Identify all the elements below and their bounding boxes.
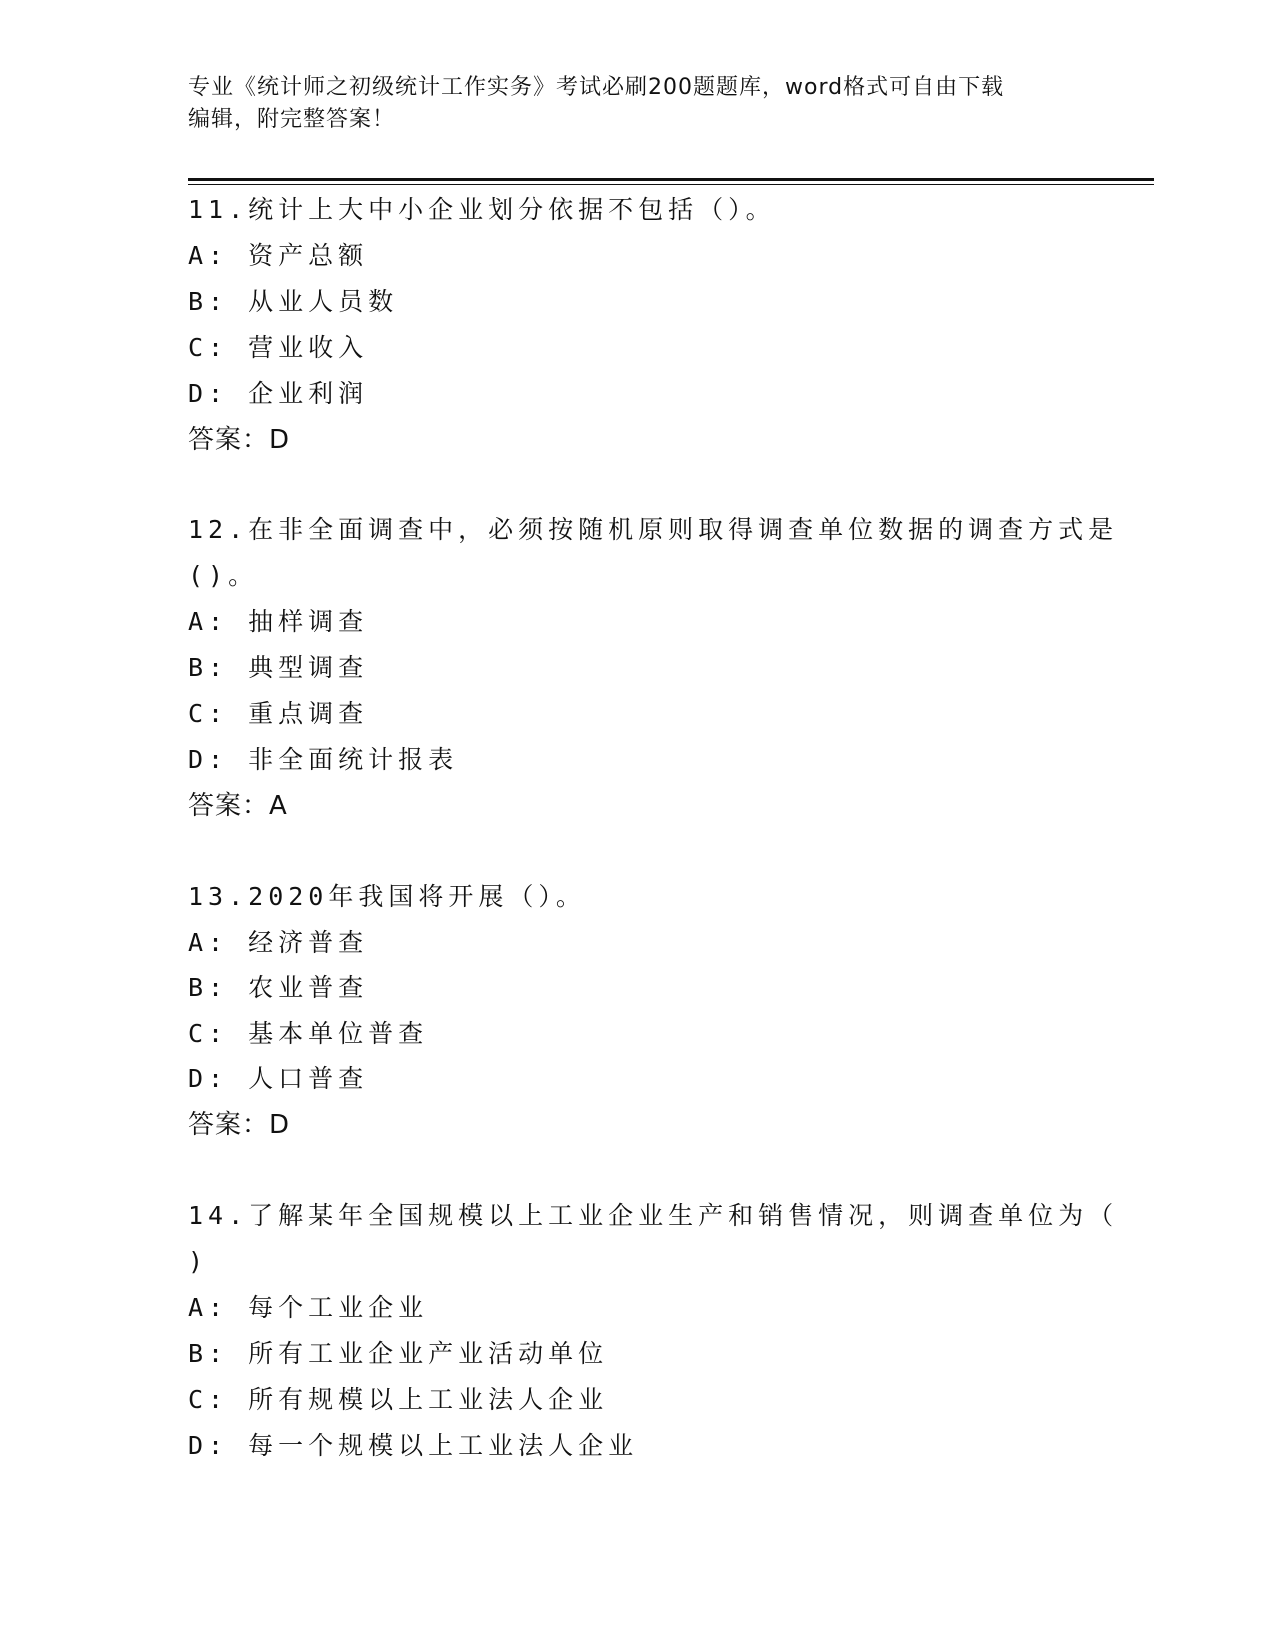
question-14-option-a: A: 每个工业企业 — [188, 1293, 429, 1322]
question-13-option-b: B: 农业普查 — [188, 973, 369, 1002]
question-12-option-c: C: 重点调查 — [188, 699, 369, 728]
question-11-option-b: B: 从业人员数 — [188, 287, 399, 316]
question-13-answer: 答案：D — [188, 1110, 291, 1140]
question-12-text-line-2: ()。 — [188, 561, 259, 590]
question-12-option-d: D: 非全面统计报表 — [188, 745, 459, 774]
question-12-answer: 答案：A — [188, 791, 288, 821]
document-header: 专业《统计师之初级统计工作实务》考试必刷200题题库，word格式可自由下载 编辑，附完整答案！ — [188, 75, 1005, 132]
question-12-option-a: A: 抽样调查 — [188, 607, 369, 636]
question-14-option-b: B: 所有工业企业产业活动单位 — [188, 1339, 609, 1368]
question-13-option-a: A: 经济普查 — [188, 928, 369, 957]
question-13-option-c: C: 基本单位普查 — [188, 1019, 429, 1048]
question-14-text-line-2: ) — [188, 1247, 209, 1276]
question-11-option-d: D: 企业利润 — [188, 379, 369, 408]
question-14-option-c: C: 所有规模以上工业法人企业 — [188, 1385, 609, 1414]
question-14-option-d: D: 每一个规模以上工业法人企业 — [188, 1431, 639, 1460]
question-12-text-line-1: 12.在非全面调查中，必须按随机原则取得调查单位数据的调查方式是 — [188, 515, 1119, 544]
question-11-option-c: C: 营业收入 — [188, 333, 369, 362]
question-11-text: 11.统计上大中小企业划分依据不包括（）。 — [188, 195, 776, 224]
question-14-text-line-1: 14.了解某年全国规模以上工业企业生产和销售情况，则调查单位为（ — [188, 1201, 1119, 1230]
question-13-option-d: D: 人口普查 — [188, 1064, 369, 1093]
question-13-text: 13.2020年我国将开展（）。 — [188, 882, 586, 911]
question-11-option-a: A: 资产总额 — [188, 241, 369, 270]
header-divider-thin — [188, 184, 1154, 185]
question-12-option-b: B: 典型调查 — [188, 653, 369, 682]
header-divider-thick — [188, 178, 1154, 181]
question-11-answer: 答案：D — [188, 425, 291, 455]
